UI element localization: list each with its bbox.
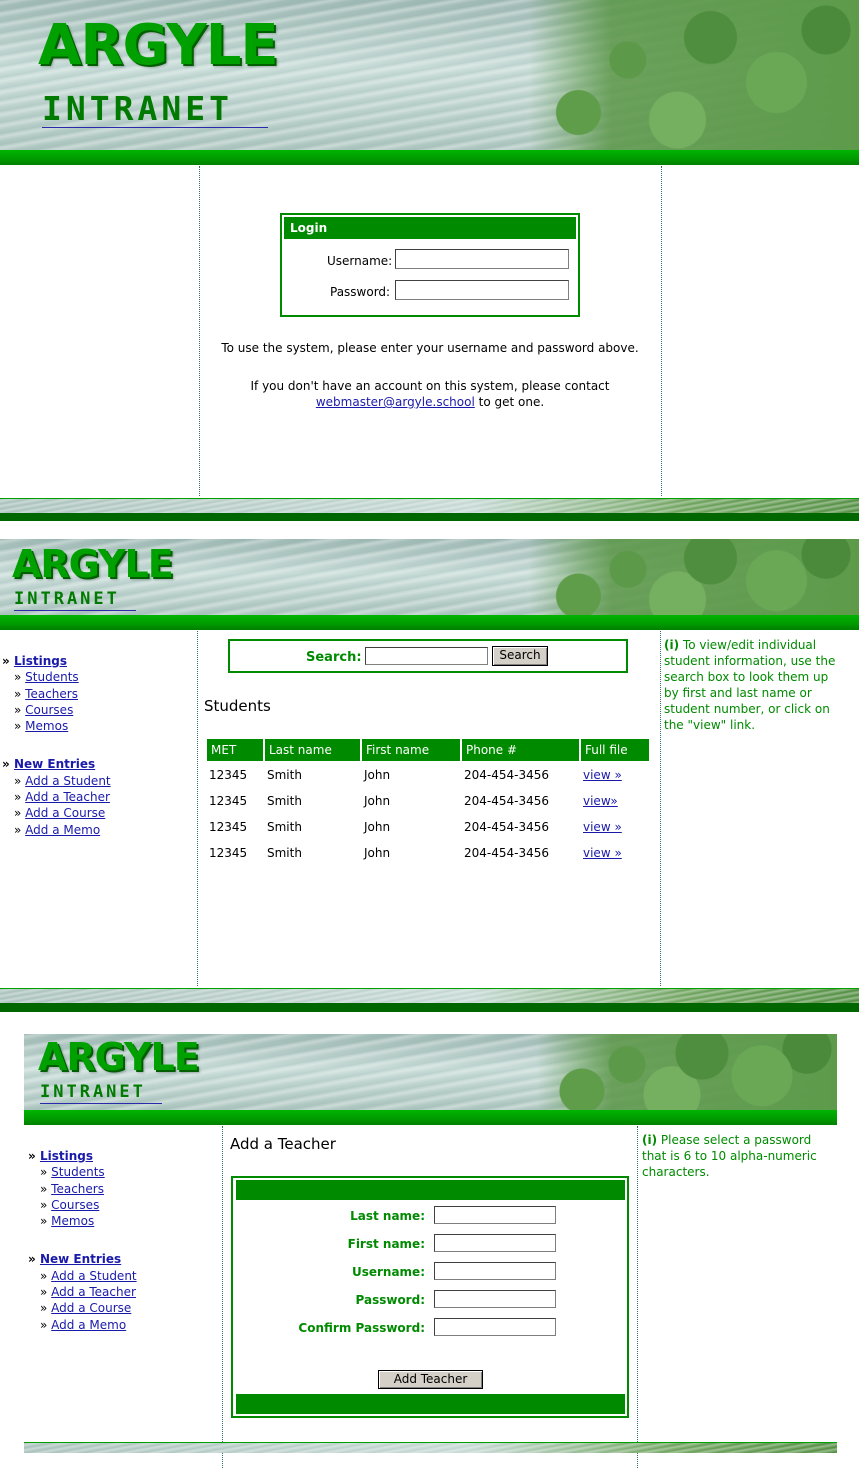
cell-first-name: John <box>364 768 391 782</box>
cell-last-name: Smith <box>267 846 302 860</box>
nav-item-courses <box>2 702 192 718</box>
header-green-bar <box>0 150 859 165</box>
trees-image <box>537 1034 837 1110</box>
nav-item-add-teacher <box>28 1284 218 1300</box>
students-help-text <box>664 637 844 733</box>
nav-item-add-memo <box>28 1317 218 1333</box>
column-divider <box>222 1126 223 1468</box>
nav-item-students <box>2 669 192 685</box>
nav-link[interactable]: Teachers <box>25 686 78 701</box>
contact-text <box>200 378 660 410</box>
contact-prefix: If you don't have an account on this system, please contact <box>250 379 610 393</box>
nav-link[interactable]: Students <box>51 1165 105 1180</box>
cell-full-file <box>581 763 649 787</box>
logo-subtitle: INTRANET <box>14 591 136 611</box>
search-label: Search: <box>306 650 362 665</box>
cell-last-name: Smith <box>267 794 302 808</box>
cell-met: 12345 <box>209 846 248 860</box>
cell-full-file <box>581 815 649 839</box>
column-header-first-name: First name <box>362 739 460 761</box>
nav-arrow: » <box>14 719 22 734</box>
cell-full-file <box>581 841 649 865</box>
nav-arrow: » <box>40 1197 48 1212</box>
search-input[interactable] <box>365 647 488 665</box>
nav-link[interactable]: Add a Student <box>51 1268 137 1283</box>
nav-link[interactable]: Courses <box>25 702 74 717</box>
nav-arrow: » <box>14 773 22 788</box>
form-header-bar <box>236 1180 625 1200</box>
form-footer-bar <box>236 1394 625 1414</box>
nav-item-add-memo <box>2 822 192 838</box>
page-title: Add a Teacher <box>230 1135 336 1153</box>
nav-section-new-entries <box>2 756 192 772</box>
nav-spacer <box>2 734 192 756</box>
cell-first-name: John <box>364 846 391 860</box>
nav-item-add-teacher <box>2 789 192 805</box>
column-divider <box>199 166 200 496</box>
page-title: Students <box>204 697 271 715</box>
nav-arrow: » <box>40 1214 48 1229</box>
cell-met: 12345 <box>209 820 248 834</box>
table-row <box>207 763 649 787</box>
nav-spacer <box>28 1229 218 1251</box>
trees-image <box>529 0 859 150</box>
header-green-bar <box>0 615 859 630</box>
nav-arrow: » <box>40 1285 48 1300</box>
username-label: Username: <box>351 1265 425 1279</box>
view-link[interactable]: view » <box>583 820 622 834</box>
students-table <box>205 737 651 867</box>
username-input[interactable] <box>434 1262 556 1280</box>
nav-item-memos <box>2 718 192 734</box>
nav-arrow: » <box>14 670 22 685</box>
nav-arrow: » <box>28 1252 36 1267</box>
nav-link[interactable]: Add a Teacher <box>25 790 110 805</box>
nav-new-entries-link[interactable]: New Entries <box>39 1252 122 1267</box>
add-teacher-button[interactable]: Add Teacher <box>378 1370 483 1389</box>
first-name-input[interactable] <box>434 1234 556 1252</box>
column-header-met: MET <box>207 739 263 761</box>
students-footer-strip <box>0 988 859 1003</box>
nav-arrow: » <box>2 654 10 668</box>
nav-item-add-course <box>28 1300 218 1316</box>
cell-met: 12345 <box>209 768 248 782</box>
students-banner <box>0 539 859 615</box>
cell-last-name: Smith <box>267 820 302 834</box>
webmaster-email-link[interactable]: webmaster@argyle.school <box>315 395 475 409</box>
last-name-label: Last name: <box>350 1209 425 1223</box>
last-name-input[interactable] <box>434 1206 556 1224</box>
cell-first-name: John <box>364 820 391 834</box>
column-divider <box>660 631 661 986</box>
cell-phone: 204-454-3456 <box>464 794 550 808</box>
teacher-banner <box>24 1034 837 1110</box>
nav-new-entries-link[interactable]: New Entries <box>13 757 96 772</box>
nav-link[interactable]: Add a Course <box>51 1301 132 1316</box>
cell-last-name: Smith <box>267 768 302 782</box>
nav-arrow: » <box>14 806 22 821</box>
nav-link[interactable]: Memos <box>25 719 69 734</box>
column-divider <box>661 166 662 496</box>
trees-image <box>529 539 859 615</box>
logo-subtitle: INTRANET <box>42 92 268 128</box>
nav-arrow: » <box>14 790 22 805</box>
nav-arrow: » <box>14 822 22 837</box>
nav-arrow: » <box>40 1301 48 1316</box>
sidebar-nav <box>2 653 192 838</box>
nav-link[interactable]: Teachers <box>51 1181 104 1196</box>
column-header-full-file: Full file <box>581 739 649 761</box>
username-label: Username: <box>327 254 393 268</box>
cell-first-name: John <box>364 794 391 808</box>
nav-link[interactable]: Memos <box>51 1214 95 1229</box>
logo-text: ARGYLE <box>38 13 278 78</box>
logo-subtitle: INTRANET <box>40 1084 162 1104</box>
logo-text: ARGYLE <box>38 1035 199 1079</box>
cell-phone: 204-454-3456 <box>464 820 550 834</box>
footer-dark-bar <box>0 1003 859 1012</box>
contact-suffix: to get one. <box>474 395 545 409</box>
nav-item-teachers <box>2 686 192 702</box>
nav-section-listings <box>2 653 192 669</box>
nav-section-listings <box>28 1148 218 1164</box>
login-instructions: To use the system, please enter your username and password above. <box>221 341 639 355</box>
column-divider <box>637 1126 638 1468</box>
nav-arrow: » <box>40 1165 48 1180</box>
view-link[interactable]: view » <box>583 846 622 860</box>
table-row <box>207 789 649 813</box>
first-name-label: First name: <box>347 1237 425 1251</box>
view-link[interactable]: view » <box>583 768 622 782</box>
password-label: Password: <box>355 1293 425 1307</box>
nav-item-students <box>28 1164 218 1180</box>
teacher-footer-strip <box>24 1442 837 1453</box>
login-heading: Login <box>284 217 576 239</box>
nav-item-add-student <box>28 1268 218 1284</box>
teacher-help-text <box>642 1132 837 1180</box>
nav-item-memos <box>28 1213 218 1229</box>
nav-link[interactable]: Add a Course <box>25 806 106 821</box>
logo-text: ARGYLE <box>12 542 173 586</box>
nav-item-courses <box>28 1197 218 1213</box>
nav-link[interactable]: Add a Memo <box>51 1317 127 1332</box>
nav-arrow: » <box>14 702 22 717</box>
nav-item-add-student <box>2 773 192 789</box>
nav-listings-link[interactable]: Listings <box>13 654 67 668</box>
help-text: Please select a password that is 6 to 10 alpha-numeric characters. <box>642 1133 817 1179</box>
password-input[interactable] <box>434 1290 556 1308</box>
view-link[interactable]: view» <box>583 794 618 808</box>
nav-link[interactable]: Add a Memo <box>25 822 101 837</box>
search-button[interactable]: Search <box>492 646 548 666</box>
footer-dark-bar <box>0 513 859 521</box>
header-green-bar <box>24 1110 837 1125</box>
nav-listings-link[interactable]: Listings <box>39 1149 93 1163</box>
cell-full-file <box>581 789 649 813</box>
username-input[interactable] <box>395 249 569 269</box>
cell-phone: 204-454-3456 <box>464 768 550 782</box>
nav-arrow: » <box>40 1317 48 1332</box>
nav-link[interactable]: Add a Teacher <box>51 1285 136 1300</box>
nav-section-new-entries <box>28 1251 218 1267</box>
nav-arrow: » <box>14 686 22 701</box>
nav-arrow: » <box>40 1181 48 1196</box>
help-text: To view/edit individual student information, use the search box to look them up by first and last name or student number, or click on the "view" link. <box>664 638 836 732</box>
table-header-row <box>207 739 649 761</box>
info-icon: (i) <box>642 1133 658 1147</box>
nav-link[interactable]: Students <box>25 670 79 685</box>
password-input[interactable] <box>395 280 569 300</box>
table-row <box>207 815 649 839</box>
nav-arrow: » <box>28 1149 36 1163</box>
nav-arrow: » <box>40 1268 48 1283</box>
nav-link[interactable]: Add a Student <box>25 773 111 788</box>
cell-phone: 204-454-3456 <box>464 846 550 860</box>
login-footer-strip <box>0 498 859 513</box>
info-icon: (i) <box>664 638 680 652</box>
login-banner <box>0 0 859 150</box>
column-header-phone: Phone # <box>462 739 579 761</box>
table-row <box>207 841 649 865</box>
column-divider <box>197 631 198 986</box>
confirm-password-label: Confirm Password: <box>298 1321 425 1335</box>
column-header-last-name: Last name <box>265 739 360 761</box>
password-label: Password: <box>330 285 391 299</box>
nav-link[interactable]: Courses <box>51 1197 100 1212</box>
nav-arrow: » <box>2 757 10 772</box>
cell-met: 12345 <box>209 794 248 808</box>
confirm-password-input[interactable] <box>434 1318 556 1336</box>
sidebar-nav <box>28 1148 218 1333</box>
nav-item-add-course <box>2 805 192 821</box>
nav-item-teachers <box>28 1181 218 1197</box>
